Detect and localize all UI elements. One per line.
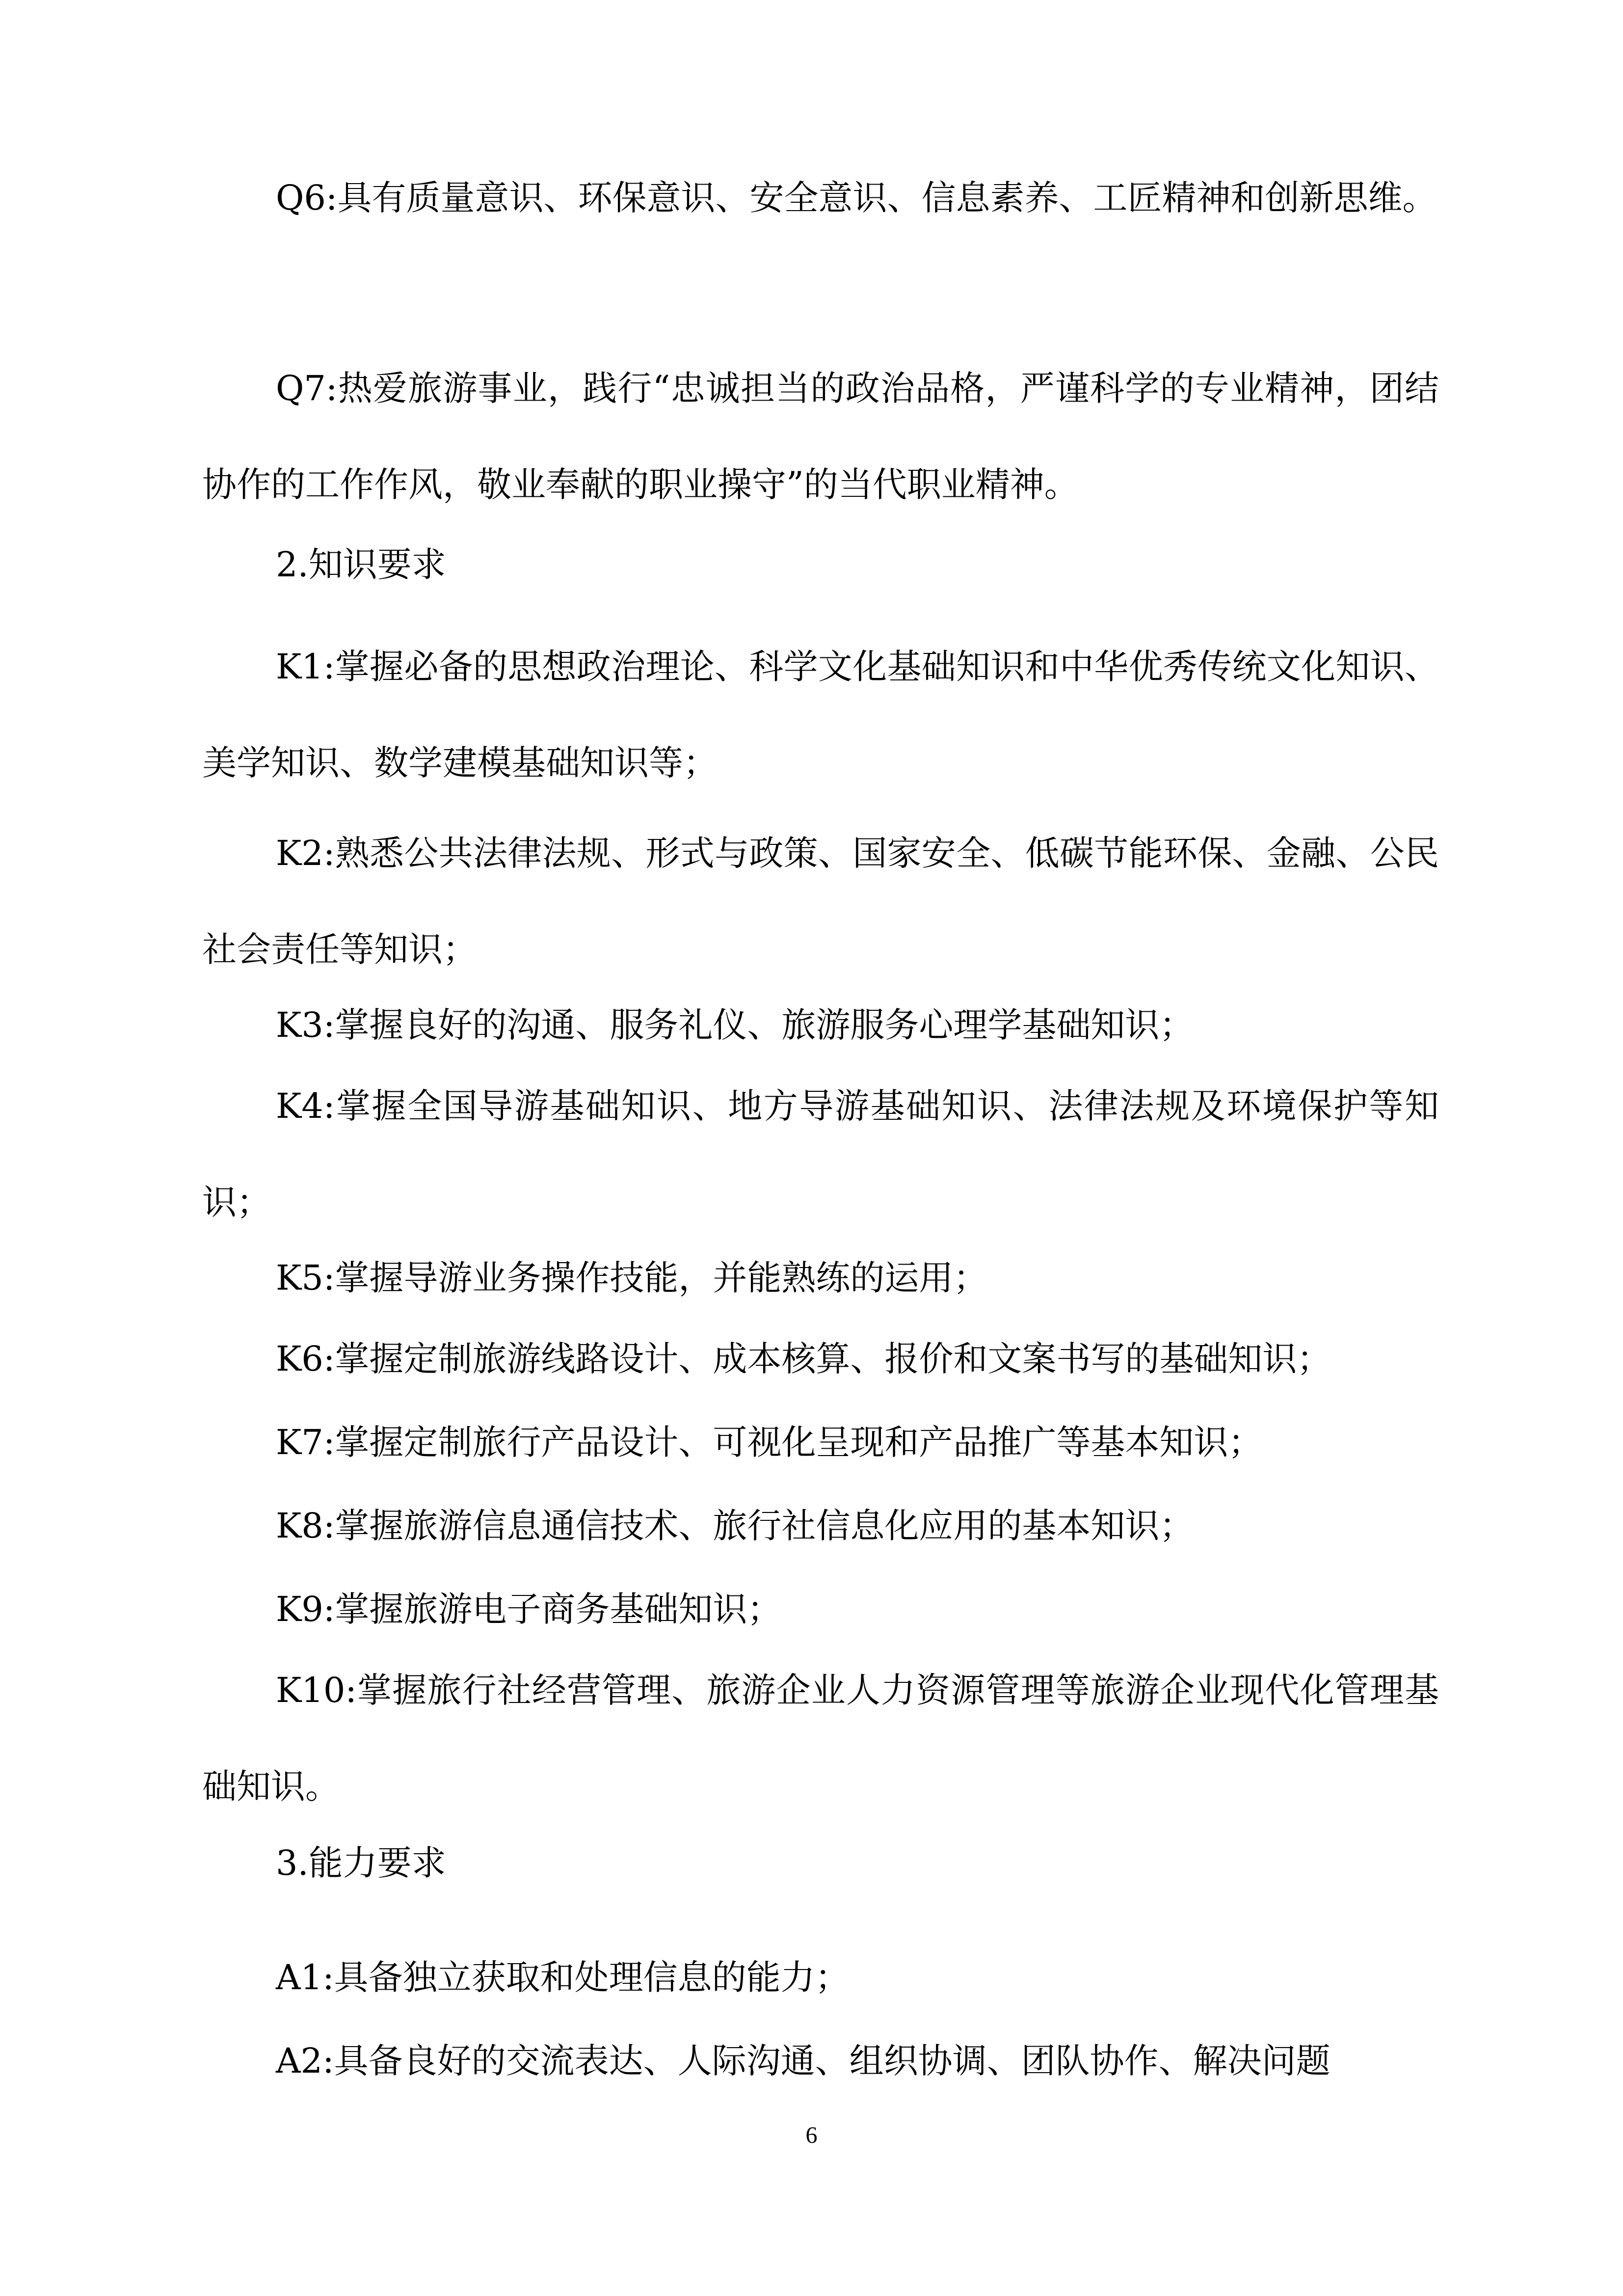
knowledge-item-k2: K2:熟悉公共法律法规、形式与政策、国家安全、低碳节能环保、金融、公民社会责任等知识； (202, 833, 1439, 970)
knowledge-item-k4: K4:掌握全国导游基础知识、地方导游基础知识、法律法规及环境保护等知识； (202, 1086, 1439, 1222)
knowledge-item-k8: K8:掌握旅游信息通信技术、旅行社信息化应用的基本知识； (276, 1506, 1194, 1546)
knowledge-item-k7: K7:掌握定制旅行产品设计、可视化呈现和产品推广等基本知识； (276, 1422, 1263, 1462)
knowledge-item-k1: K1:掌握必备的思想政治理论、科学文化基础知识和中华优秀传统文化知识、美学知识、数学建模基础知识等； (202, 647, 1439, 783)
quality-item-q6: Q6:具有质量意识、环保意识、安全意识、信息素养、工匠精神和创新思维。 (276, 178, 1437, 218)
ability-item-a2: A2:具备良好的交流表达、人际沟通、组织协调、团队协作、解决问题 (276, 2041, 1330, 2081)
page-number: 6 (805, 2122, 818, 2148)
ability-heading: 3.能力要求 (276, 1843, 446, 1883)
knowledge-item-k6: K6:掌握定制旅游线路设计、成本核算、报价和文案书写的基础知识； (276, 1339, 1331, 1379)
quality-item-q7: Q7:热爱旅游事业，践行“忠诚担当的政治品格，严谨科学的专业精神，团结协作的工作作风，敬业奉献的职业操守”的当代职业精神。 (202, 368, 1439, 505)
knowledge-item-k3: K3:掌握良好的沟通、服务礼仪、旅游服务心理学基础知识； (276, 1005, 1194, 1045)
ability-item-a1: A1:具备独立获取和处理信息的能力； (276, 1957, 850, 1998)
knowledge-item-k10: K10:掌握旅行社经营管理、旅游企业人力资源管理等旅游企业现代化管理基础知识。 (202, 1670, 1439, 1807)
knowledge-item-k9: K9:掌握旅游电子商务基础知识； (276, 1589, 782, 1629)
knowledge-item-k5: K5:掌握导游业务操作技能，并能熟练的运用； (276, 1258, 988, 1298)
knowledge-heading: 2.知识要求 (276, 544, 446, 585)
